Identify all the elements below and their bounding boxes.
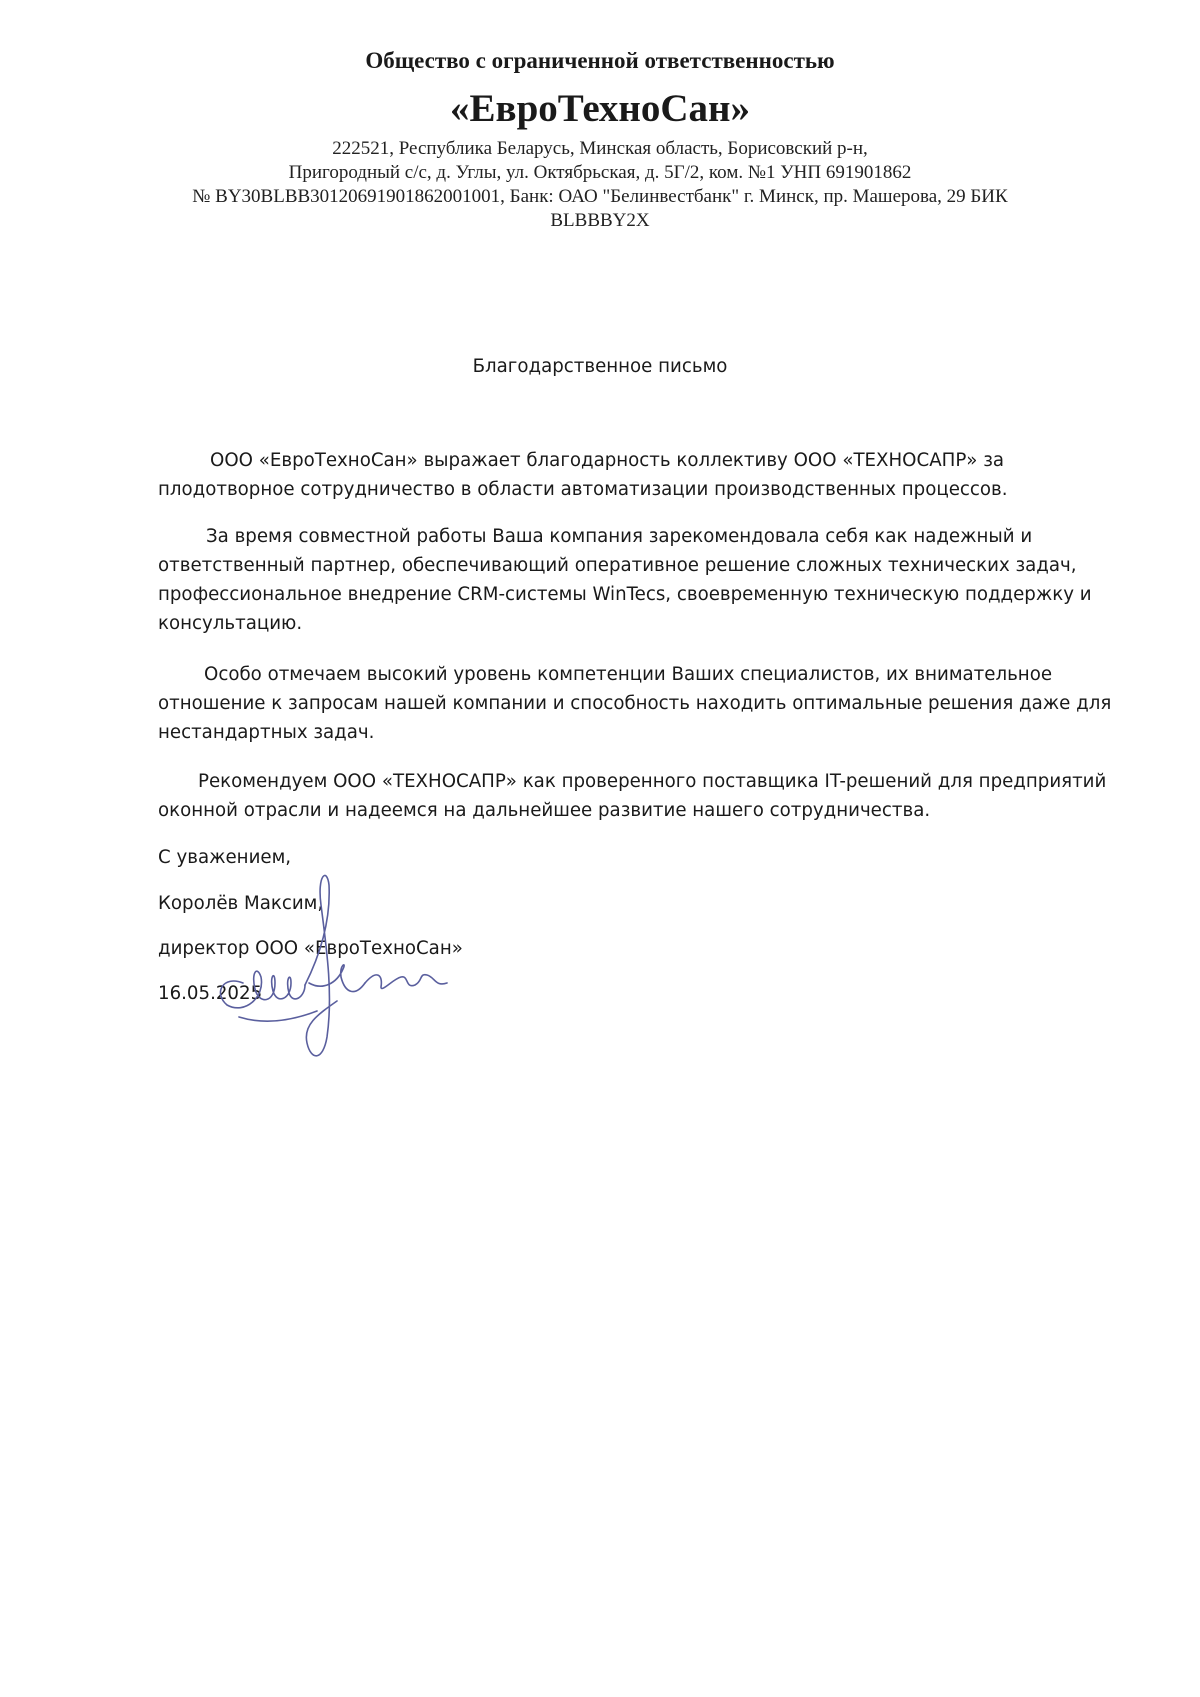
- bank-details-line-2: BLBBBY2X: [550, 210, 650, 231]
- letter-paragraph-3: Особо отмечаем высокий уровень компетенции Ваших специалистов, их внимательное отношение к запросам нашей компании и способность находить оптимальные решения даже для нестандартных задач.: [158, 664, 1112, 743]
- letter-paragraph-1: ООО «ЕвроТехноСан» выражает благодарность коллективу ООО «ТЕХНОСАПР» за плодотворное сотрудничество в области автоматизации производственных процессов.: [158, 450, 1008, 500]
- signer-name: Королёв Максим,: [158, 893, 324, 914]
- signer-position: директор ООО «ЕвроТехноСан»: [158, 938, 463, 959]
- letter-title: Благодарственное письмо: [472, 356, 728, 377]
- bank-details-line-1: № BY30BLBB30120691901862001001, Банк: ОАО "Белинвестбанк" г. Минск, пр. Машерова, 29 БИК: [192, 186, 1008, 207]
- signature-stroke-hook: [309, 965, 365, 992]
- address-line-1: 222521, Республика Беларусь, Минская область, Борисовский р-н,: [332, 138, 868, 159]
- letter-paragraph-4: Рекомендуем ООО «ТЕХНОСАПР» как проверенного поставщика IT-решений для предприятий оконной отрасли и надеемся на дальнейшее развитие нашего сотрудничества.: [158, 771, 1107, 821]
- signature-stroke-under: [239, 1011, 317, 1021]
- letter-paragraph-2: За время совместной работы Ваша компания зарекомендовала себя как надежный и ответственный партнер, обеспечивающий оперативное решение сложных технических задач, профессиональное внедрение CRM-системы WinTecs, своевременную техническую поддержку и консультацию.: [158, 526, 1092, 634]
- address-line-2: Пригородный с/с, д. Углы, ул. Октябрьская, д. 5Г/2, ком. №1 УНП 691901862: [288, 162, 912, 183]
- closing-phrase: С уважением,: [158, 847, 292, 868]
- letter-date: 16.05.2025: [158, 983, 263, 1004]
- signature-stroke-tail: [365, 975, 447, 989]
- org-type: Общество с ограниченной ответственностью: [365, 48, 835, 73]
- company-name: «ЕвроТехноСан»: [450, 87, 750, 130]
